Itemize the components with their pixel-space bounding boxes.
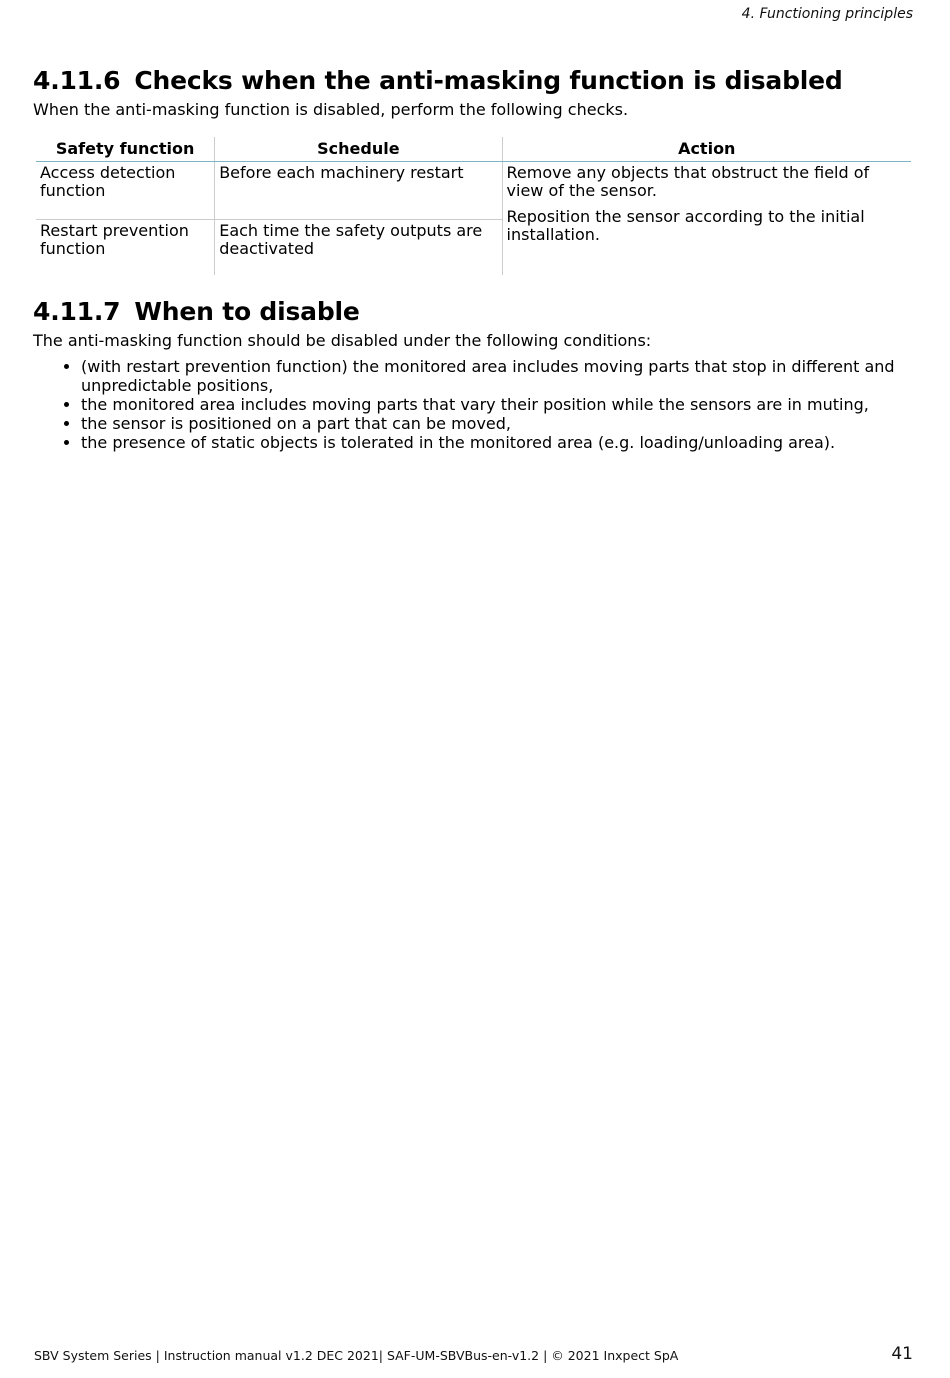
column-header-schedule: Schedule [215,137,502,162]
section-number: 4.11.7 [33,297,121,326]
action-step: Remove any objects that obstruct the field of view of the sensor. [506,163,870,200]
cell-safety-function: Access detection function [36,162,215,220]
page-number: 41 [891,1344,913,1364]
section-title: When to disable [134,297,360,326]
running-head: 4. Functioning principles [741,6,913,22]
checks-table [36,137,911,275]
list-item: • (with restart prevention function) the monitored area includes moving parts that stop in different and unpredictable positions, [81,357,913,395]
conditions-list [33,357,913,452]
page-content [33,66,913,452]
list-item: • the sensor is positioned on a part that can be moved, [81,414,913,433]
section-intro: When the anti-masking function is disabled, perform the following checks. [33,100,629,119]
cell-action [502,162,911,276]
section-title: Checks when the anti-masking function is disabled [134,66,843,95]
cell-schedule: Each time the safety outputs are deactivated [215,220,502,276]
cell-schedule: Before each machinery restart [215,162,502,220]
action-step: Reposition the sensor according to the initial installation. [506,207,865,244]
section-number: 4.11.6 [33,66,121,95]
section-heading-4-11-7 [33,297,913,327]
column-header-safety-function: Safety function [36,137,215,162]
table-header-row [36,137,911,162]
list-item: • the monitored area includes moving parts that vary their position while the sensors are in muting, [81,395,913,414]
table-row [36,162,911,220]
section-heading-4-11-6 [33,66,913,96]
cell-safety-function: Restart prevention function [40,221,189,258]
page-footer: SBV System Series | Instruction manual v1.2 DEC 2021| SAF-UM-SBVBus-en-v1.2 | © 2021 Inxpect SpA [34,1348,679,1363]
section-intro: The anti-masking function should be disabled under the following conditions: [33,331,652,350]
list-item: • the presence of static objects is tolerated in the monitored area (e.g. loading/unloading area). [81,433,913,452]
column-header-action: Action [502,137,911,162]
section-4-11-7 [33,297,913,452]
